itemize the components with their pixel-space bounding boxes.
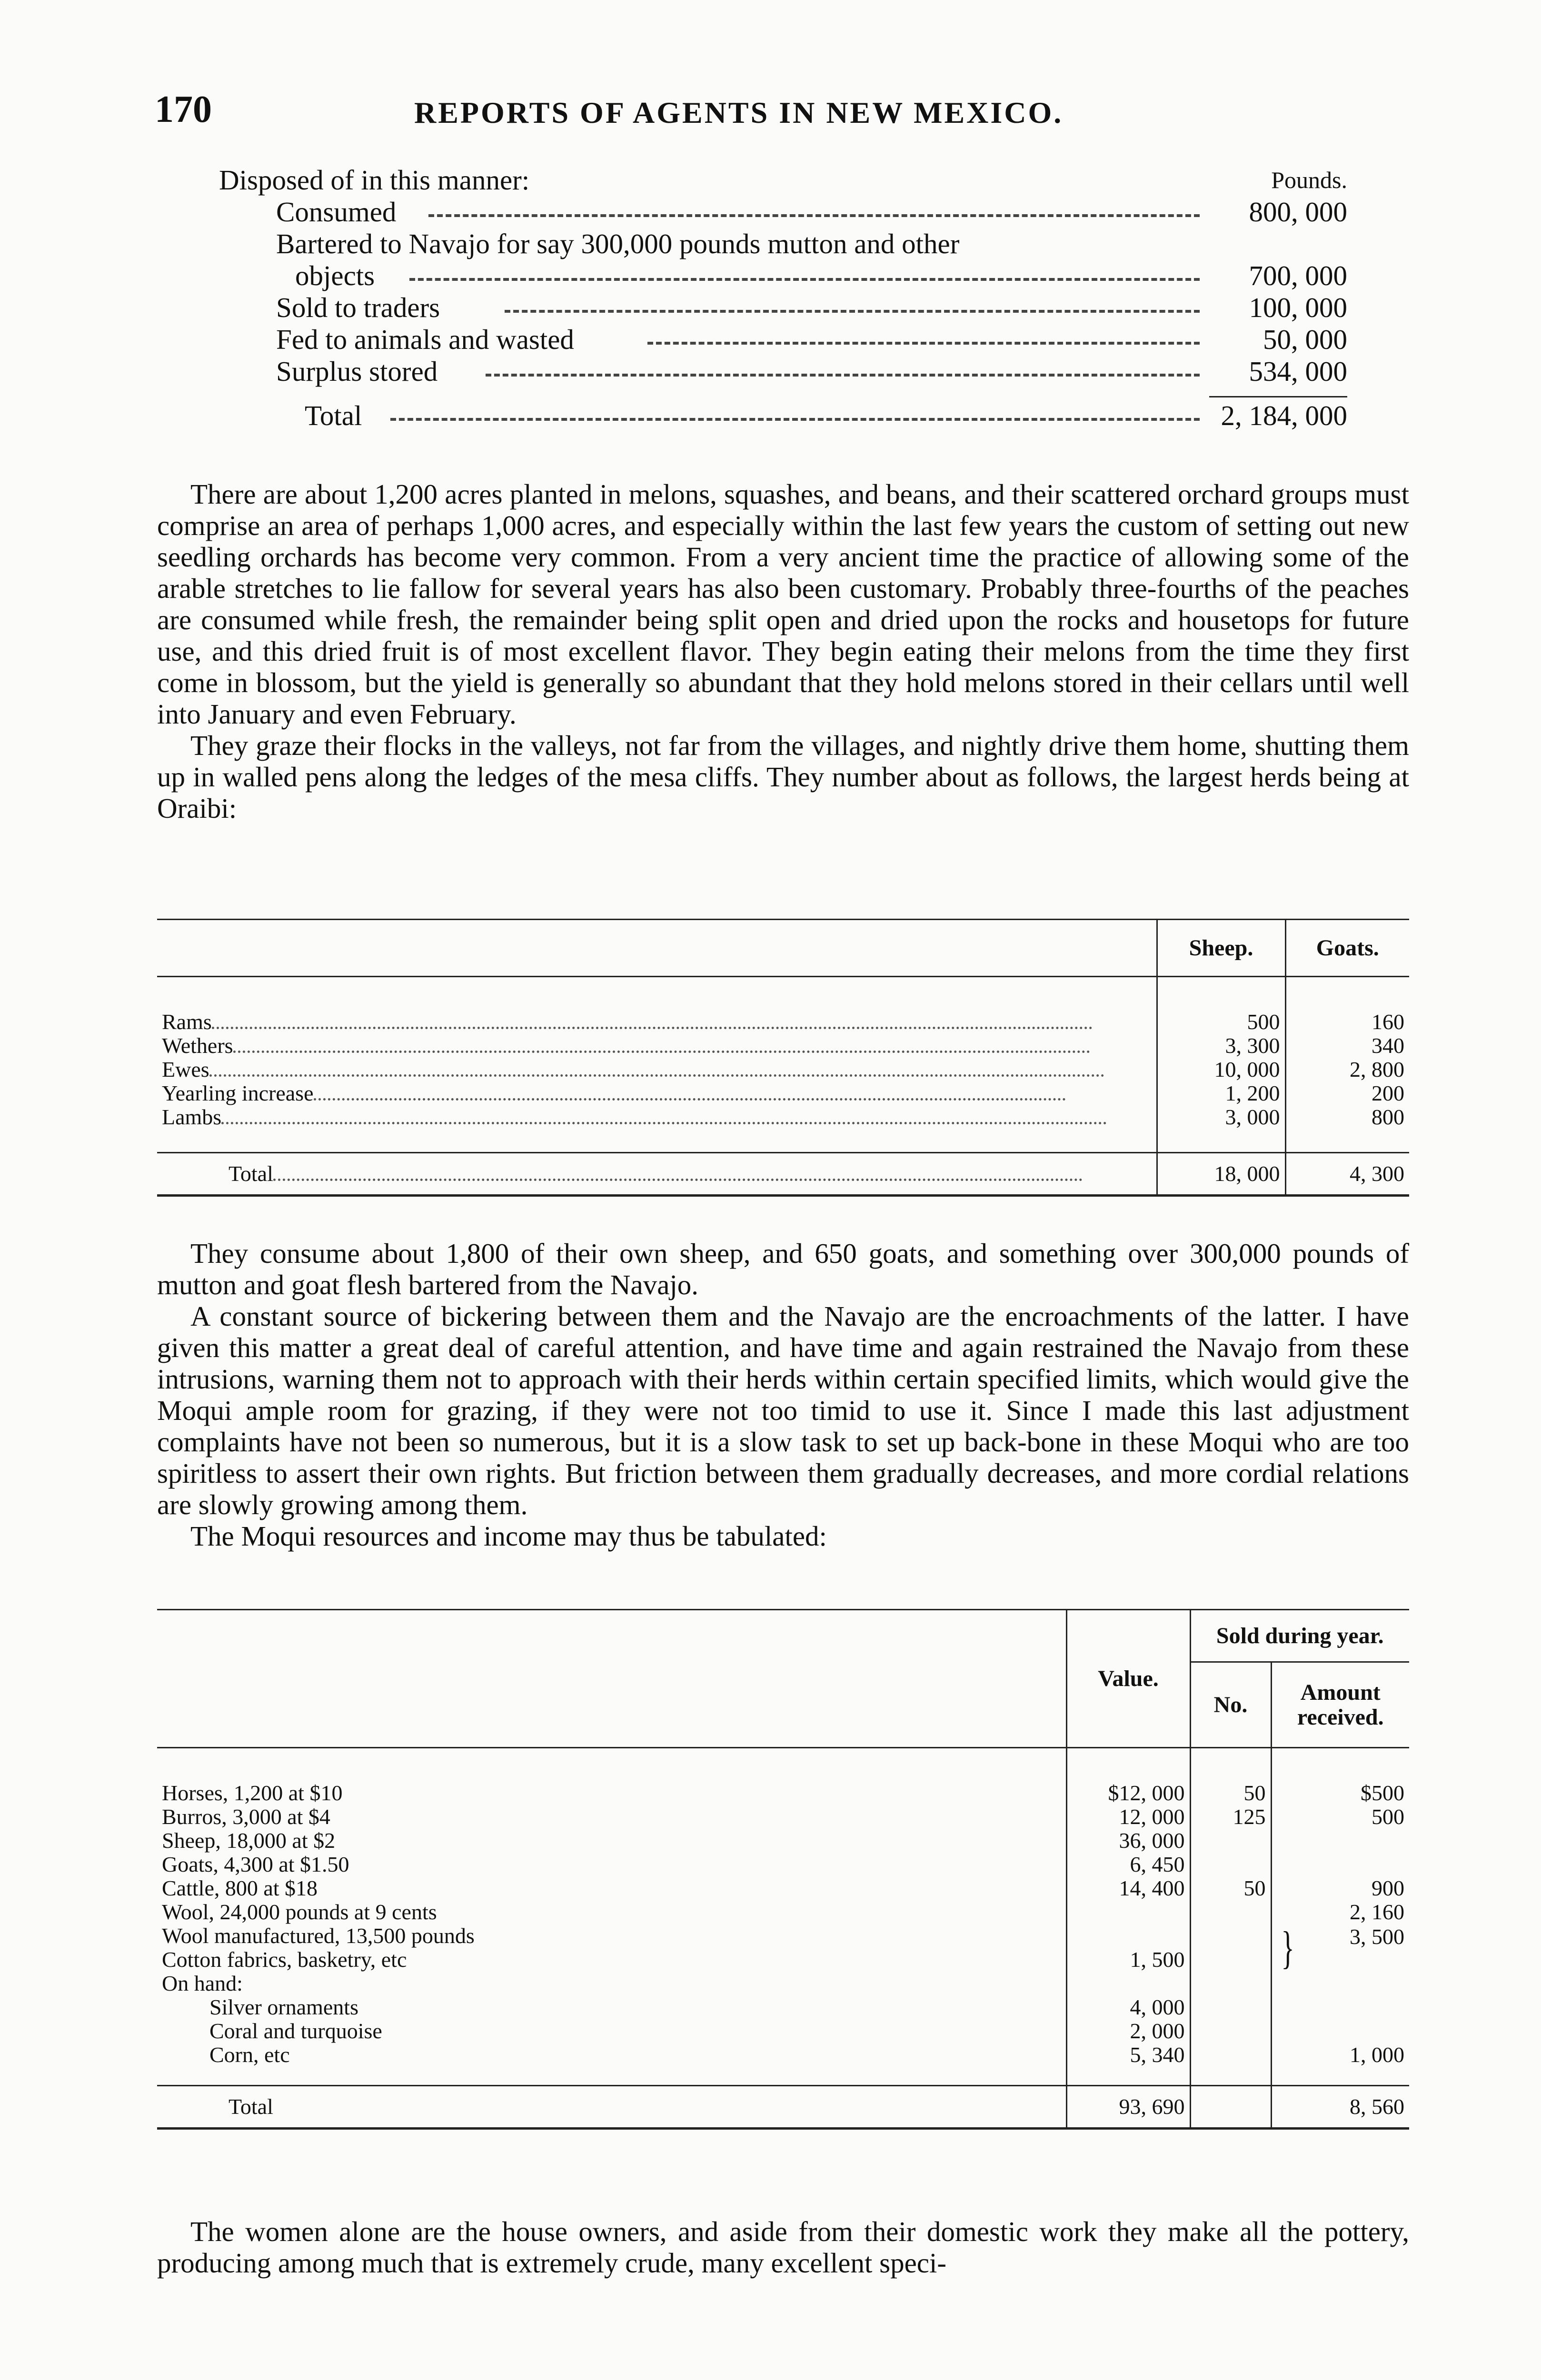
ledger-value: 50, 000 [1263, 324, 1347, 355]
row-label-text: Wethers [162, 1033, 233, 1058]
ledger-value: 534, 000 [1249, 356, 1347, 387]
spacer-row [157, 1129, 1409, 1153]
value-cell: 1, 500 [1066, 1948, 1190, 1972]
amount-cell: 500 [1372, 1804, 1404, 1829]
table-row [157, 1924, 1409, 1948]
total-label-text: Total [229, 2094, 273, 2119]
ledger-label: Bartered to Navajo for say 300,000 pounds mutton and other [276, 228, 960, 259]
ledger-total-label: Total [305, 400, 362, 431]
row-label-text: Lambs [162, 1104, 222, 1129]
ledger-intro-row [219, 164, 1347, 196]
ledger-total-value: 2, 184, 000 [1221, 400, 1347, 431]
no-cell [1190, 1924, 1271, 1948]
amount-header: Amount received. [1297, 1679, 1384, 1730]
paragraph: A constant source of bickering between them and the Navajo are the encroachments of the latter. I have given this matter a great deal of careful attention, and have time and again restrained the Navajo from these intrusions, warning them not to approach with their herds within certain specified limits, which would give the Moqui ample room for grazing, if they were not too timid to use it. Since I made this last adjustment complaints have not been so numerous, but it is a slow task to set up back-bone in these Moqui who are too spiritless to assert their own rights. But friction between them gradually decreases, and more cordial relations are slowly growing among them. [157, 1300, 1409, 1520]
ledger-row [219, 196, 1347, 228]
amount-cell: $500 [1361, 1780, 1404, 1805]
value-cell [1066, 1972, 1190, 1995]
flock-table [157, 919, 1409, 1197]
no-cell [1190, 1948, 1271, 1972]
row-label [157, 1924, 1066, 1948]
total-label-text: Total [229, 1161, 273, 1186]
text-block-1 [157, 478, 1409, 824]
row-label-text: Ewes [162, 1057, 209, 1081]
amount-cell [1271, 1972, 1409, 1995]
no-cell [1190, 2043, 1271, 2067]
leader-dots [233, 1051, 1090, 1053]
row-label-text: Wool, 24,000 pounds at 9 cents [162, 1899, 437, 1924]
row-label [157, 1829, 1066, 1853]
leader-dots [221, 1122, 1107, 1124]
row-label [157, 2043, 1066, 2067]
page-number: 170 [155, 89, 212, 130]
row-label-text: Coral and turquoise [209, 2018, 382, 2043]
value-cell: 4, 000 [1066, 1995, 1190, 2019]
value-cell: 2, 000 [1066, 2019, 1190, 2043]
row-label-text: Cotton fabrics, basketry, etc [162, 1947, 407, 1972]
spacer-row [157, 977, 1409, 1010]
table-row [157, 1781, 1409, 1805]
table-row [157, 1876, 1409, 1900]
row-label [157, 1805, 1066, 1829]
sheep-cell: 500 [1157, 1010, 1285, 1034]
table-row [157, 1900, 1409, 1924]
row-label-text: Silver ornaments [209, 1994, 358, 2019]
leader-dots [212, 1027, 1093, 1029]
row-label [157, 1010, 1157, 1034]
amount-cell: 1, 000 [1350, 2042, 1404, 2067]
leader-dots [209, 1074, 1104, 1077]
no-cell: 50 [1190, 1876, 1271, 1900]
table-row [157, 1105, 1409, 1129]
row-label-text: Yearling increase [162, 1081, 314, 1105]
running-title: REPORTS OF AGENTS IN NEW MEXICO. [414, 96, 1064, 129]
ledger-total-row [219, 400, 1347, 432]
leader-line [505, 310, 1200, 313]
total-row [157, 2086, 1409, 2129]
amount-total: 8, 560 [1350, 2094, 1404, 2119]
table-row [157, 2043, 1409, 2067]
ledger-value: 800, 000 [1249, 196, 1347, 228]
no-cell [1190, 1972, 1271, 1995]
text-block-3 [157, 2216, 1409, 2279]
paragraph: They consume about 1,800 of their own sheep, and 650 goats, and something over 300,000 pounds of mutton and goat flesh bartered from the Navajo. [157, 1238, 1409, 1300]
flock-table-wrapper [157, 919, 1409, 1197]
sheep-total: 18, 000 [1157, 1153, 1285, 1196]
ledger-label: Sold to traders [276, 292, 440, 323]
ledger-label: objects [295, 260, 375, 291]
sheep-cell: 3, 000 [1157, 1105, 1285, 1129]
sheep-cell: 3, 300 [1157, 1034, 1285, 1058]
flock-header-blank [157, 920, 1157, 977]
goats-cell: 340 [1372, 1033, 1404, 1058]
row-label [157, 1995, 1066, 2019]
value-total: 93, 690 [1066, 2086, 1190, 2129]
flock-header-sheep: Sheep. [1157, 920, 1285, 977]
leader-dots [314, 1098, 1066, 1101]
table-row [157, 1995, 1409, 2019]
ledger-unit-header: Pounds. [1271, 167, 1347, 193]
value-cell [1066, 1900, 1190, 1924]
spacer-row [157, 2067, 1409, 2086]
ledger-row [219, 324, 1347, 356]
no-header: No. [1190, 1662, 1271, 1748]
row-label [157, 1900, 1066, 1924]
ledger-row [219, 260, 1347, 292]
paragraph: They graze their flocks in the valleys, not far from the villages, and nightly drive them home, shutting them up in walled pens along the ledges of the mesa cliffs. They number about as follows, the largest herds being at Oraibi: [157, 730, 1409, 824]
no-cell [1190, 1853, 1271, 1876]
value-cell: 14, 400 [1066, 1876, 1190, 1900]
row-label-text: Corn, etc [209, 2042, 290, 2067]
leader-line [486, 374, 1200, 377]
resources-header-blank [157, 1610, 1066, 1748]
ledger-spacer [219, 387, 1347, 400]
row-label [157, 1948, 1066, 1972]
ledger-row [219, 356, 1347, 387]
sheep-cell: 1, 200 [1157, 1081, 1285, 1105]
total-label [157, 2086, 1066, 2129]
row-label [157, 1876, 1066, 1900]
row-label: On hand: [157, 1972, 1066, 1995]
no-cell [1190, 1900, 1271, 1924]
ledger-row [219, 292, 1347, 324]
table-row [157, 1034, 1409, 1058]
no-cell [1190, 1829, 1271, 1853]
brace-icon: } [1281, 1922, 1294, 1973]
row-label [157, 1853, 1066, 1876]
row-label-text: Goats, 4,300 at $1.50 [162, 1852, 349, 1876]
table-row [157, 2019, 1409, 2043]
sold-header: Sold during year. [1190, 1610, 1409, 1662]
value-cell: 5, 340 [1066, 2043, 1190, 2067]
table-row [157, 1010, 1409, 1034]
amount-cell [1271, 1829, 1409, 1853]
amount-cell [1271, 1995, 1409, 2019]
row-label-text: Sheep, 18,000 at $2 [162, 1828, 336, 1853]
ledger-value: 100, 000 [1249, 292, 1347, 323]
resources-header-row-1 [157, 1610, 1409, 1662]
ledger-label: Consumed [276, 196, 397, 228]
total-row [157, 1153, 1409, 1196]
leader-line [390, 418, 1200, 421]
goats-total: 4, 300 [1350, 1161, 1404, 1186]
brace-amount-cell [1271, 1924, 1409, 1972]
page-header [0, 88, 1541, 140]
sheep-cell: 10, 000 [1157, 1058, 1285, 1081]
row-label-text: Burros, 3,000 at $4 [162, 1804, 330, 1829]
ledger-row [219, 228, 1347, 260]
table-row [157, 1805, 1409, 1829]
no-total [1190, 2086, 1271, 2129]
row-label [157, 1781, 1066, 1805]
row-label [157, 1058, 1157, 1081]
leader-dots [273, 1179, 1083, 1181]
row-label [157, 1081, 1157, 1105]
leader-line [647, 342, 1200, 345]
goats-cell: 200 [1372, 1081, 1404, 1105]
no-cell [1190, 1995, 1271, 2019]
row-label [157, 1034, 1157, 1058]
goats-cell: 2, 800 [1350, 1057, 1404, 1081]
leader-line [428, 214, 1200, 217]
ledger-label: Surplus stored [276, 356, 438, 387]
amount-cell [1271, 2019, 1409, 2043]
row-label-text: Wool manufactured, 13,500 pounds [162, 1923, 475, 1948]
no-cell [1190, 2019, 1271, 2043]
table-row [157, 1972, 1409, 1995]
value-cell: 36, 000 [1066, 1829, 1190, 1853]
value-header: Value. [1066, 1610, 1190, 1748]
flock-header-goats: Goats. [1316, 935, 1379, 961]
table-row [157, 1853, 1409, 1876]
no-cell: 125 [1190, 1805, 1271, 1829]
resources-table-wrapper [157, 1609, 1409, 2130]
text-block-2 [157, 1238, 1409, 1552]
paragraph: There are about 1,200 acres planted in melons, squashes, and beans, and their scattered orchard groups must comprise an area of perhaps 1,000 acres, and especially within the last few years the custom of setting out new seedling orchards has become very common. From a very ancient time the practice of allowing some of the arable stretches to lie fallow for several years has also been customary. Probably three-fourths of the peaches are consumed while fresh, the remainder being split open and dried upon the rocks and housetops for future use, and this dried fruit is of most excellent flavor. They begin eating their melons from the time they first come in blossom, but the yield is generally so abundant that they hold melons stored in their cellars until well into January and even February. [157, 478, 1409, 730]
amount-cell: 900 [1372, 1875, 1404, 1900]
total-label [157, 1153, 1157, 1196]
sum-rule [1209, 396, 1347, 397]
disposal-ledger [219, 164, 1347, 432]
paragraph: The Moqui resources and income may thus be tabulated: [190, 1520, 827, 1552]
table-row [157, 1058, 1409, 1081]
brace-amount: 3, 500 [1350, 1924, 1404, 1949]
no-cell: 50 [1190, 1781, 1271, 1805]
ledger-intro: Disposed of in this manner: [219, 164, 530, 196]
row-label [157, 2019, 1066, 2043]
resources-table [157, 1609, 1409, 2130]
ledger-value: 700, 000 [1249, 260, 1347, 291]
value-cell: $12, 000 [1066, 1781, 1190, 1805]
spacer-row [157, 1748, 1409, 1781]
amount-cell: 2, 160 [1350, 1899, 1404, 1924]
row-label [157, 1105, 1157, 1129]
amount-cell [1271, 1853, 1409, 1876]
goats-cell: 800 [1372, 1104, 1404, 1129]
row-label-text: Cattle, 800 at $18 [162, 1875, 318, 1900]
value-cell: 6, 450 [1066, 1853, 1190, 1876]
goats-cell: 160 [1372, 1009, 1404, 1034]
row-label-text: Rams [162, 1009, 212, 1034]
ledger-label: Fed to animals and wasted [276, 324, 574, 355]
table-row [157, 1948, 1409, 1972]
flock-header-row [157, 920, 1409, 977]
paragraph: The women alone are the house owners, and aside from their domestic work they make all the pottery, producing among much that is extremely crude, many excellent speci- [157, 2216, 1409, 2279]
row-label-text: Horses, 1,200 at $10 [162, 1780, 343, 1805]
value-cell [1066, 1924, 1190, 1948]
value-cell: 12, 000 [1066, 1805, 1190, 1829]
table-row [157, 1081, 1409, 1105]
leader-line [409, 278, 1200, 281]
table-row [157, 1829, 1409, 1853]
